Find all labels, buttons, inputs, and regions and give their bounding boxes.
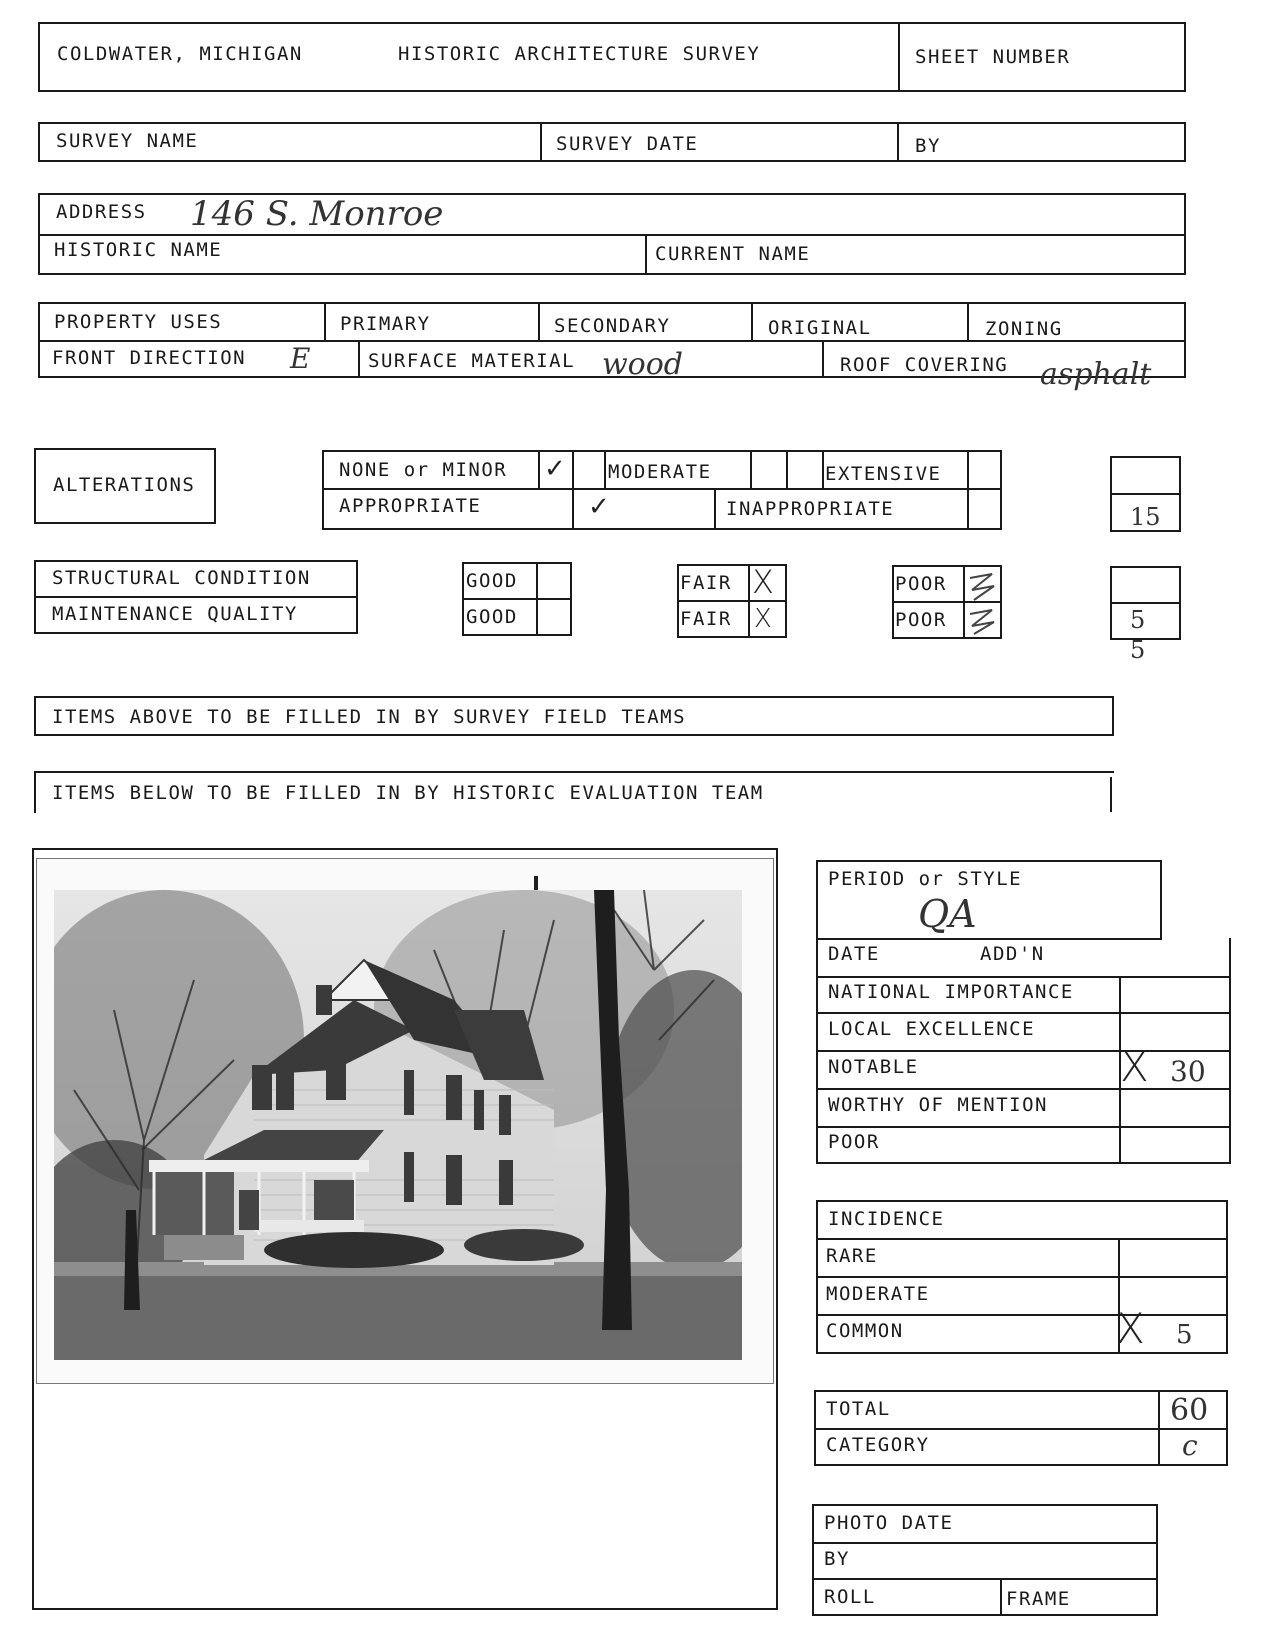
good-check-divider (536, 564, 538, 634)
uses-divider-1 (324, 304, 326, 340)
importance-national: NATIONAL IMPORTANCE (828, 981, 1074, 1003)
survey-name-label: SURVEY NAME (56, 130, 199, 152)
moderate-start (604, 452, 606, 488)
condition-score-divider (1112, 602, 1179, 604)
importance-row-line-1 (818, 1012, 1229, 1014)
photo-info-line-1 (814, 1542, 1156, 1544)
structural-condition-label: STRUCTURAL CONDITION (52, 567, 311, 589)
photo-date-label: PHOTO DATE (824, 1512, 954, 1534)
structural-score: 5 (1130, 606, 1146, 634)
survey-divider-2 (897, 124, 899, 160)
none-check-end (572, 452, 574, 528)
common-check-mark: X (1116, 1304, 1145, 1353)
importance-row-line-4 (818, 1126, 1229, 1128)
notice-below: ITEMS BELOW TO BE FILLED IN BY HISTORIC EVALUATION TEAM (52, 782, 764, 804)
alterations-mid-line (324, 488, 1000, 490)
address-value: 146 S. Monroe (190, 194, 444, 234)
total-value-divider (1158, 1392, 1160, 1464)
condition-label-divider (36, 596, 356, 598)
moderate-label: MODERATE (608, 461, 712, 483)
surface-material-value: wood (602, 347, 684, 382)
roll-frame-divider (1000, 1579, 1002, 1614)
period-style-value: QA (918, 892, 977, 936)
notable-score: 30 (1170, 1055, 1206, 1088)
inappropriate-start (714, 490, 716, 528)
importance-row-line-2 (818, 1050, 1229, 1052)
total-label: TOTAL (826, 1398, 891, 1420)
roof-covering-label: ROOF COVERING (840, 354, 1009, 376)
incidence-row-line-3 (818, 1314, 1226, 1316)
zoning-label: ZONING (985, 318, 1063, 340)
appropriate-label: APPROPRIATE (339, 495, 482, 517)
structural-good-label: GOOD (466, 570, 518, 592)
addn-label: ADD'N (980, 943, 1045, 965)
importance-worthy: WORTHY OF MENTION (828, 1094, 1048, 1116)
roof-covering-value: asphalt (1040, 357, 1152, 392)
property-divider (40, 340, 1184, 342)
extensive-label: EXTENSIVE (825, 463, 942, 485)
maintenance-poor-label: POOR (895, 609, 947, 631)
category-value: c (1182, 1429, 1198, 1462)
address-label: ADDRESS (56, 201, 147, 223)
good-divider (464, 598, 570, 600)
photo-info-line-2 (814, 1578, 1156, 1580)
incidence-common: COMMON (826, 1320, 904, 1342)
alterations-label: ALTERATIONS (53, 474, 196, 496)
photo-tick-mark (534, 876, 538, 890)
notice-above: ITEMS ABOVE TO BE FILLED IN BY SURVEY FIELD TEAMS (52, 706, 687, 728)
inappropriate-label: INAPPROPRIATE (726, 498, 895, 520)
address-divider (40, 234, 1184, 236)
period-style-label: PERIOD or STYLE (828, 868, 1023, 890)
front-direction-value: E (290, 342, 311, 375)
incidence-moderate: MODERATE (826, 1283, 930, 1305)
total-value: 60 (1170, 1393, 1209, 1428)
roll-label: ROLL (824, 1586, 876, 1608)
front-divider (358, 341, 360, 376)
survey-by-label: BY (915, 135, 941, 157)
poor-scribble-marks (964, 568, 1002, 638)
importance-notable: NOTABLE (828, 1056, 919, 1078)
moderate-check-divider (750, 452, 752, 488)
survey-date-label: SURVEY DATE (556, 133, 699, 155)
uses-divider-3 (751, 304, 753, 340)
survey-divider-1 (540, 124, 542, 160)
maintenance-quality-label: MAINTENANCE QUALITY (52, 603, 298, 625)
total-divider (816, 1428, 1226, 1430)
uses-divider-4 (967, 304, 969, 340)
sheet-number-label: SHEET NUMBER (915, 46, 1071, 68)
frame-label: FRAME (1006, 1588, 1071, 1610)
secondary-label: SECONDARY (554, 315, 671, 337)
location-title: COLDWATER, MICHIGAN (57, 43, 303, 65)
surface-divider (822, 341, 824, 376)
original-label: ORIGINAL (768, 317, 872, 339)
extensive-start (822, 452, 824, 488)
importance-local: LOCAL EXCELLENCE (828, 1018, 1036, 1040)
importance-row-line-3 (818, 1088, 1229, 1090)
current-name-label: CURRENT NAME (655, 243, 811, 265)
none-check-divider (538, 452, 540, 488)
fair-check-divider (748, 566, 750, 636)
moderate-check-end (786, 452, 788, 488)
structural-poor-label: POOR (895, 573, 947, 595)
structural-fair-label: FAIR (680, 572, 732, 594)
primary-label: PRIMARY (340, 313, 431, 335)
date-label: DATE (828, 943, 880, 965)
extensive-check-divider (967, 452, 969, 528)
maintenance-fair-label: FAIR (680, 608, 732, 630)
maintenance-good-label: GOOD (466, 606, 518, 628)
front-direction-label: FRONT DIRECTION (52, 347, 247, 369)
historic-name-label: HISTORIC NAME (54, 239, 223, 261)
appropriate-check: ✓ (588, 492, 610, 522)
alterations-score-divider (1112, 493, 1179, 495)
uses-divider-2 (538, 304, 540, 340)
common-score: 5 (1176, 1320, 1193, 1350)
surface-material-label: SURFACE MATERIAL (368, 350, 576, 372)
incidence-row-line-1 (818, 1238, 1226, 1240)
none-or-minor-check: ✓ (544, 454, 566, 484)
photo-by-label: BY (824, 1548, 850, 1570)
importance-poor: POOR (828, 1131, 880, 1153)
alterations-score: 15 (1130, 503, 1161, 531)
structural-fair-mark: X (752, 563, 774, 601)
property-uses-label: PROPERTY USES (54, 311, 223, 333)
house-photograph (54, 890, 742, 1360)
category-label: CATEGORY (826, 1434, 930, 1456)
incidence-label: INCIDENCE (828, 1208, 945, 1230)
notable-check-mark: X (1120, 1042, 1149, 1091)
maintenance-score: 5 (1130, 636, 1146, 664)
maintenance-fair-mark: X (754, 604, 772, 634)
survey-title: HISTORIC ARCHITECTURE SURVEY (398, 43, 761, 65)
header-divider (898, 24, 900, 90)
incidence-rare: RARE (826, 1245, 878, 1267)
none-or-minor-label: NONE or MINOR (339, 459, 508, 481)
names-divider (645, 235, 647, 273)
notice-below-right (1110, 777, 1112, 812)
incidence-row-line-2 (818, 1276, 1226, 1278)
date-row-line (818, 976, 1229, 978)
